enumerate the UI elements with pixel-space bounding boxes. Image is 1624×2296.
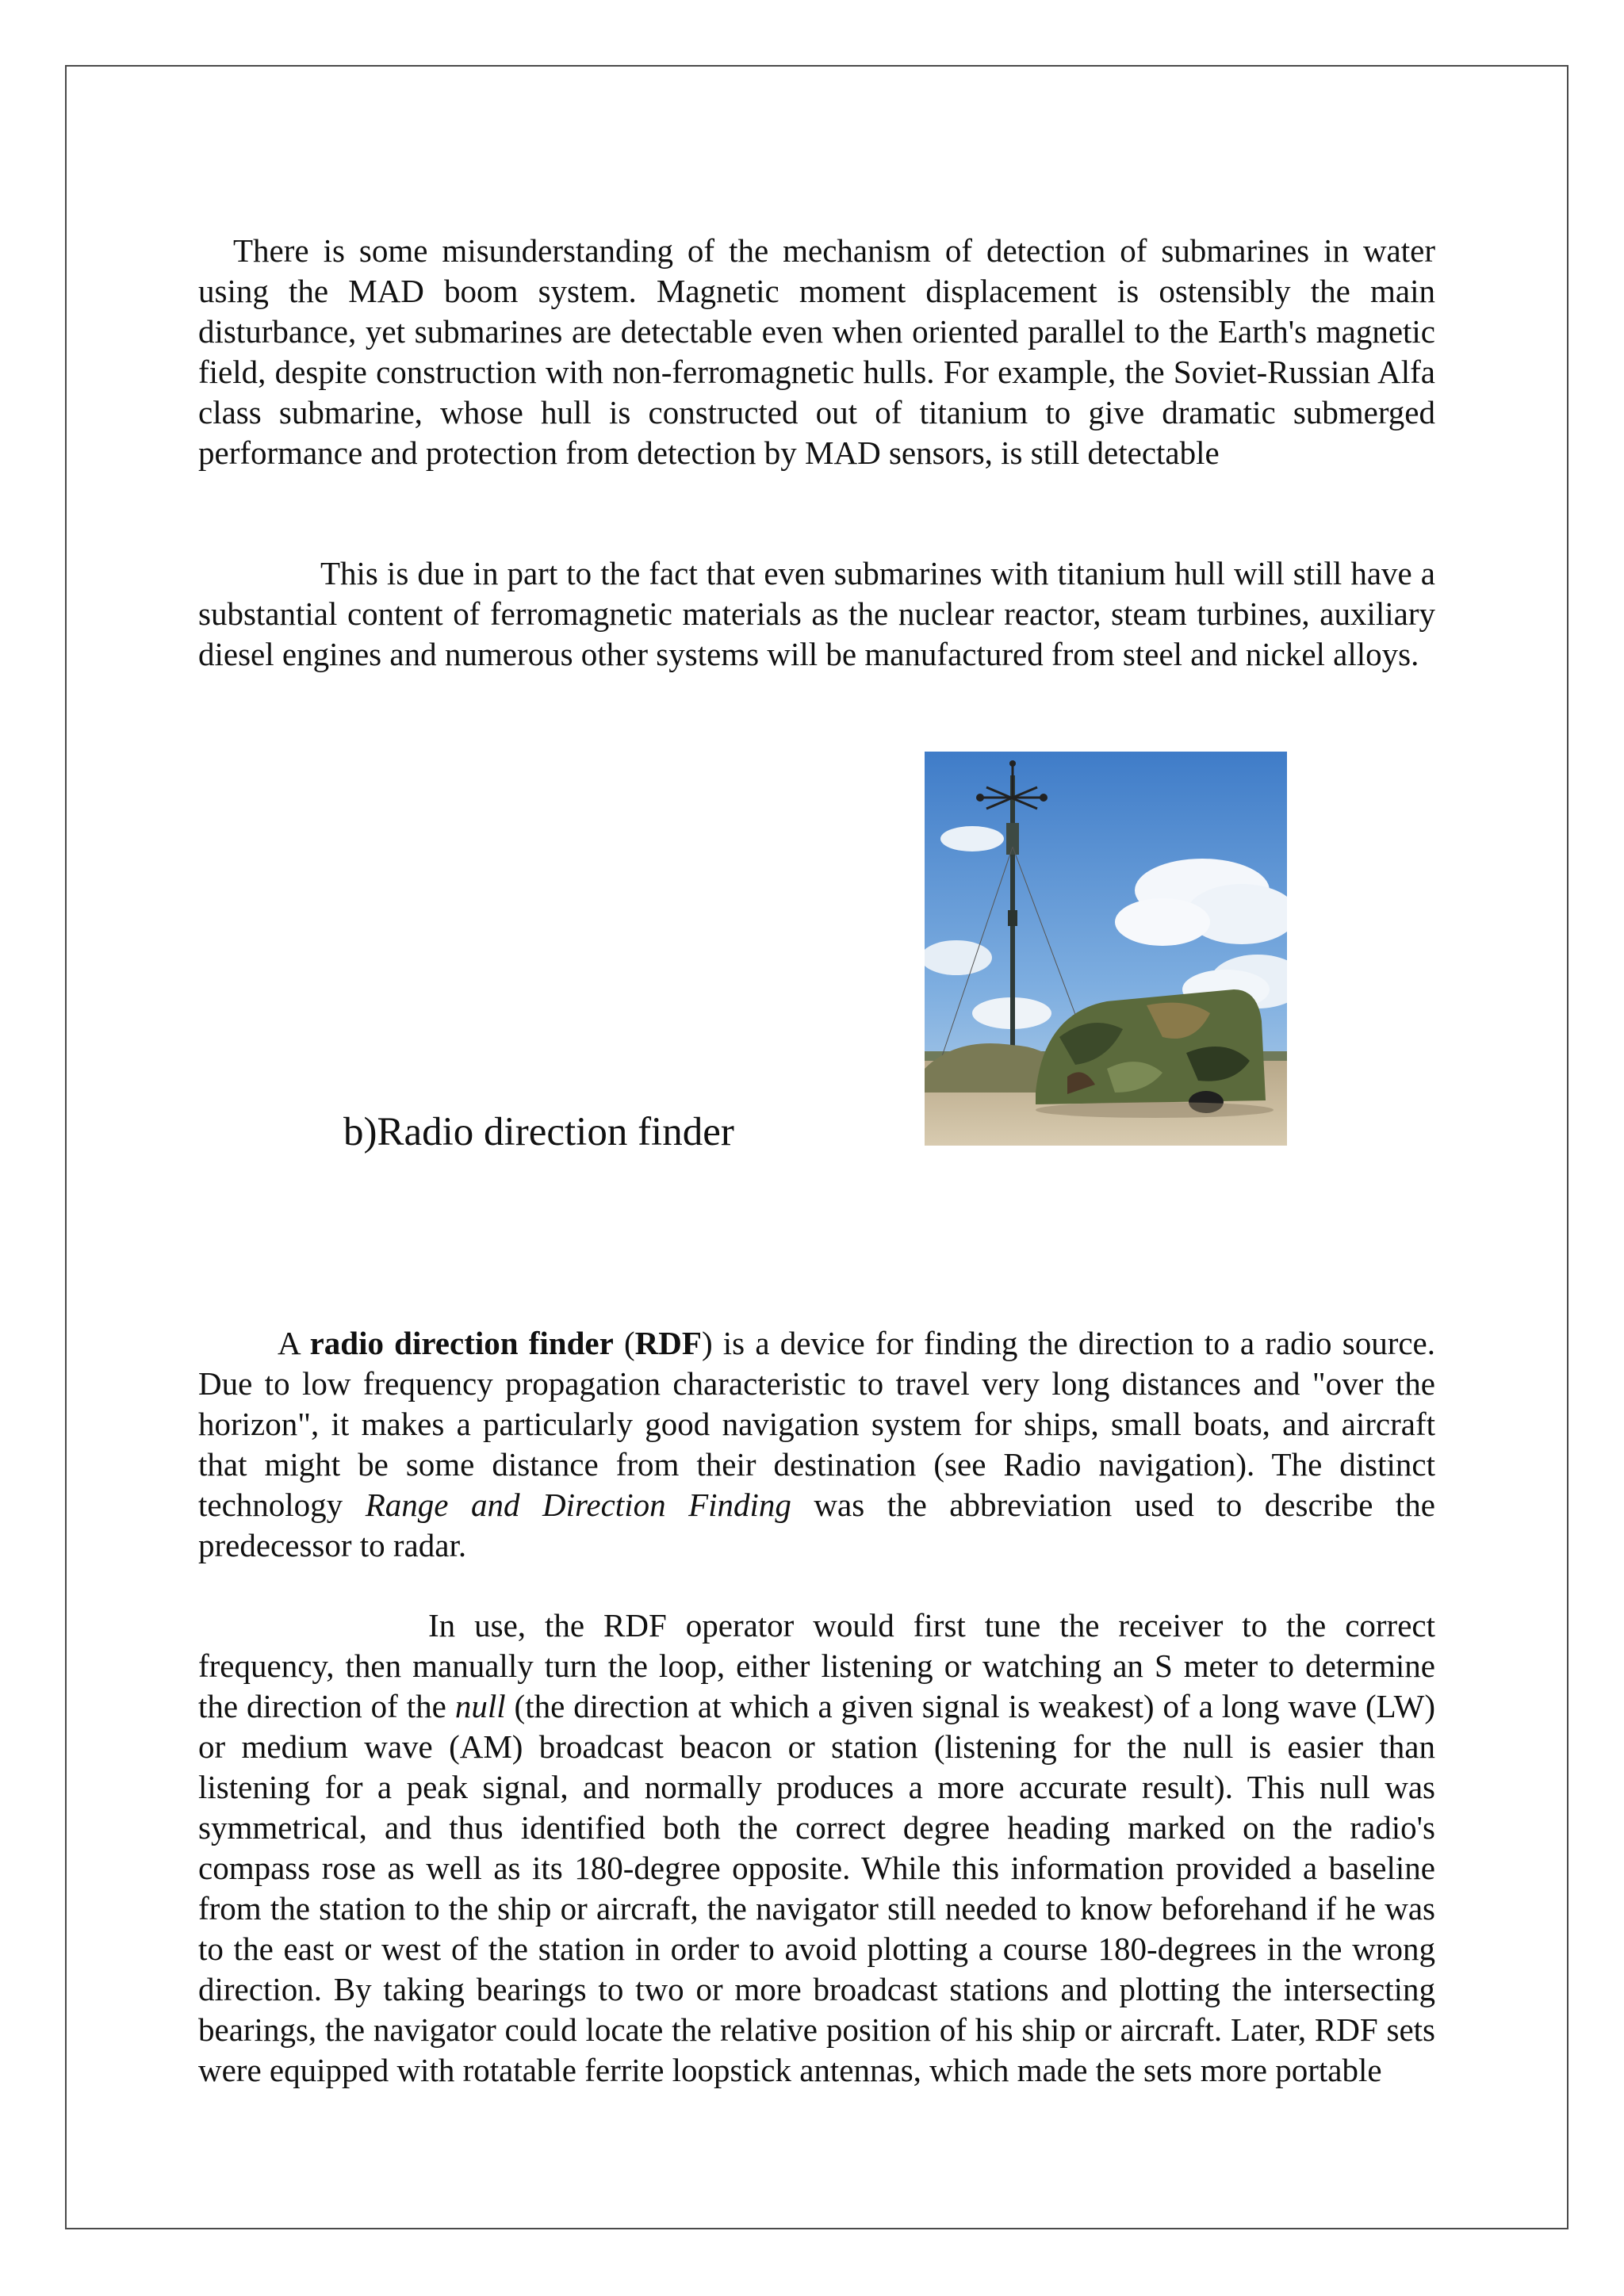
- paragraph-text: This is due in part to the fact that even submarines with titanium hull will still have a substantial content of ferromagnetic materials as the nuclear reactor, steam turbines, auxiliary diesel engines and numerous other systems will be manufactured from steel and nickel alloys.: [198, 555, 1435, 672]
- paragraph-text-end: was the abbreviation used to describe the predecessor to radar.: [198, 1487, 1435, 1563]
- italic-null: null: [454, 1688, 506, 1724]
- paragraph-rdf-usage: [198, 1605, 1435, 2091]
- paragraph-rdf-definition: [198, 1323, 1435, 1566]
- abbr-rdf: RDF: [634, 1325, 702, 1361]
- italic-term: Range and Direction Finding: [365, 1487, 791, 1523]
- paragraph-mad-detection: [198, 231, 1435, 473]
- open-paren: (: [613, 1325, 635, 1361]
- paragraph-text: In use, the RDF operator would first tune the receiver to the correct frequency, then manually turn the loop, either listening or watching an S meter to determine the direction of the: [198, 1607, 1435, 1724]
- paragraph-text: There is some misunderstanding of the mechanism of detection of submarines in water using the MAD boom system. Magnetic moment displacement is ostensibly the main disturbance, yet submarines are detectable even when oriented parallel to the Earth's magnetic field, despite construction with non-ferromagnetic hulls. For example, the Soviet-Russian Alfa class submarine, whose hull is constructed out of titanium to give dramatic submerged performance and protection from detection by MAD sensors, is still detectable: [198, 232, 1435, 471]
- paragraph-text: ) is a device for finding the direction to a radio source. Due to low frequency propagation characteristic to travel very long distances and "over the horizon", it makes a particularly good navigation system for ships, small boats, and aircraft that might be some distance from their destination (see Radio navigation). The distinct technology: [198, 1325, 1436, 1523]
- radio-direction-finder-photo: [925, 752, 1287, 1146]
- paragraph-lead: A: [278, 1325, 310, 1361]
- paragraph-titanium-hull: [198, 553, 1435, 675]
- paragraph-text-end: (the direction at which a given signal is weakest) of a long wave (LW) or medium wave (AM) broadcast beacon or station (listening for the null is easier than listening for a peak signal, and normally produces a more accurate result). This null was symmetrical, and thus identified both the correct degree heading marked on the radio's compass rose as well as its 180-degree opposite. While this information provided a baseline from the station to the ship or aircraft, the navigator still needed to know beforehand if he was to the east or west of the station in order to avoid plotting a course 180-degrees in the wrong direction. By taking bearings to two or more broadcast stations and plotting the intersecting bearings, the navigator could locate the relative position of his ship or aircraft. Later, RDF sets were equipped with rotatable ferrite loopstick antennas, which made the sets more portable: [198, 1688, 1435, 2088]
- section-heading: b)Radio direction finder: [343, 1110, 734, 1154]
- term-radio-direction-finder: radio direction finder: [309, 1325, 614, 1361]
